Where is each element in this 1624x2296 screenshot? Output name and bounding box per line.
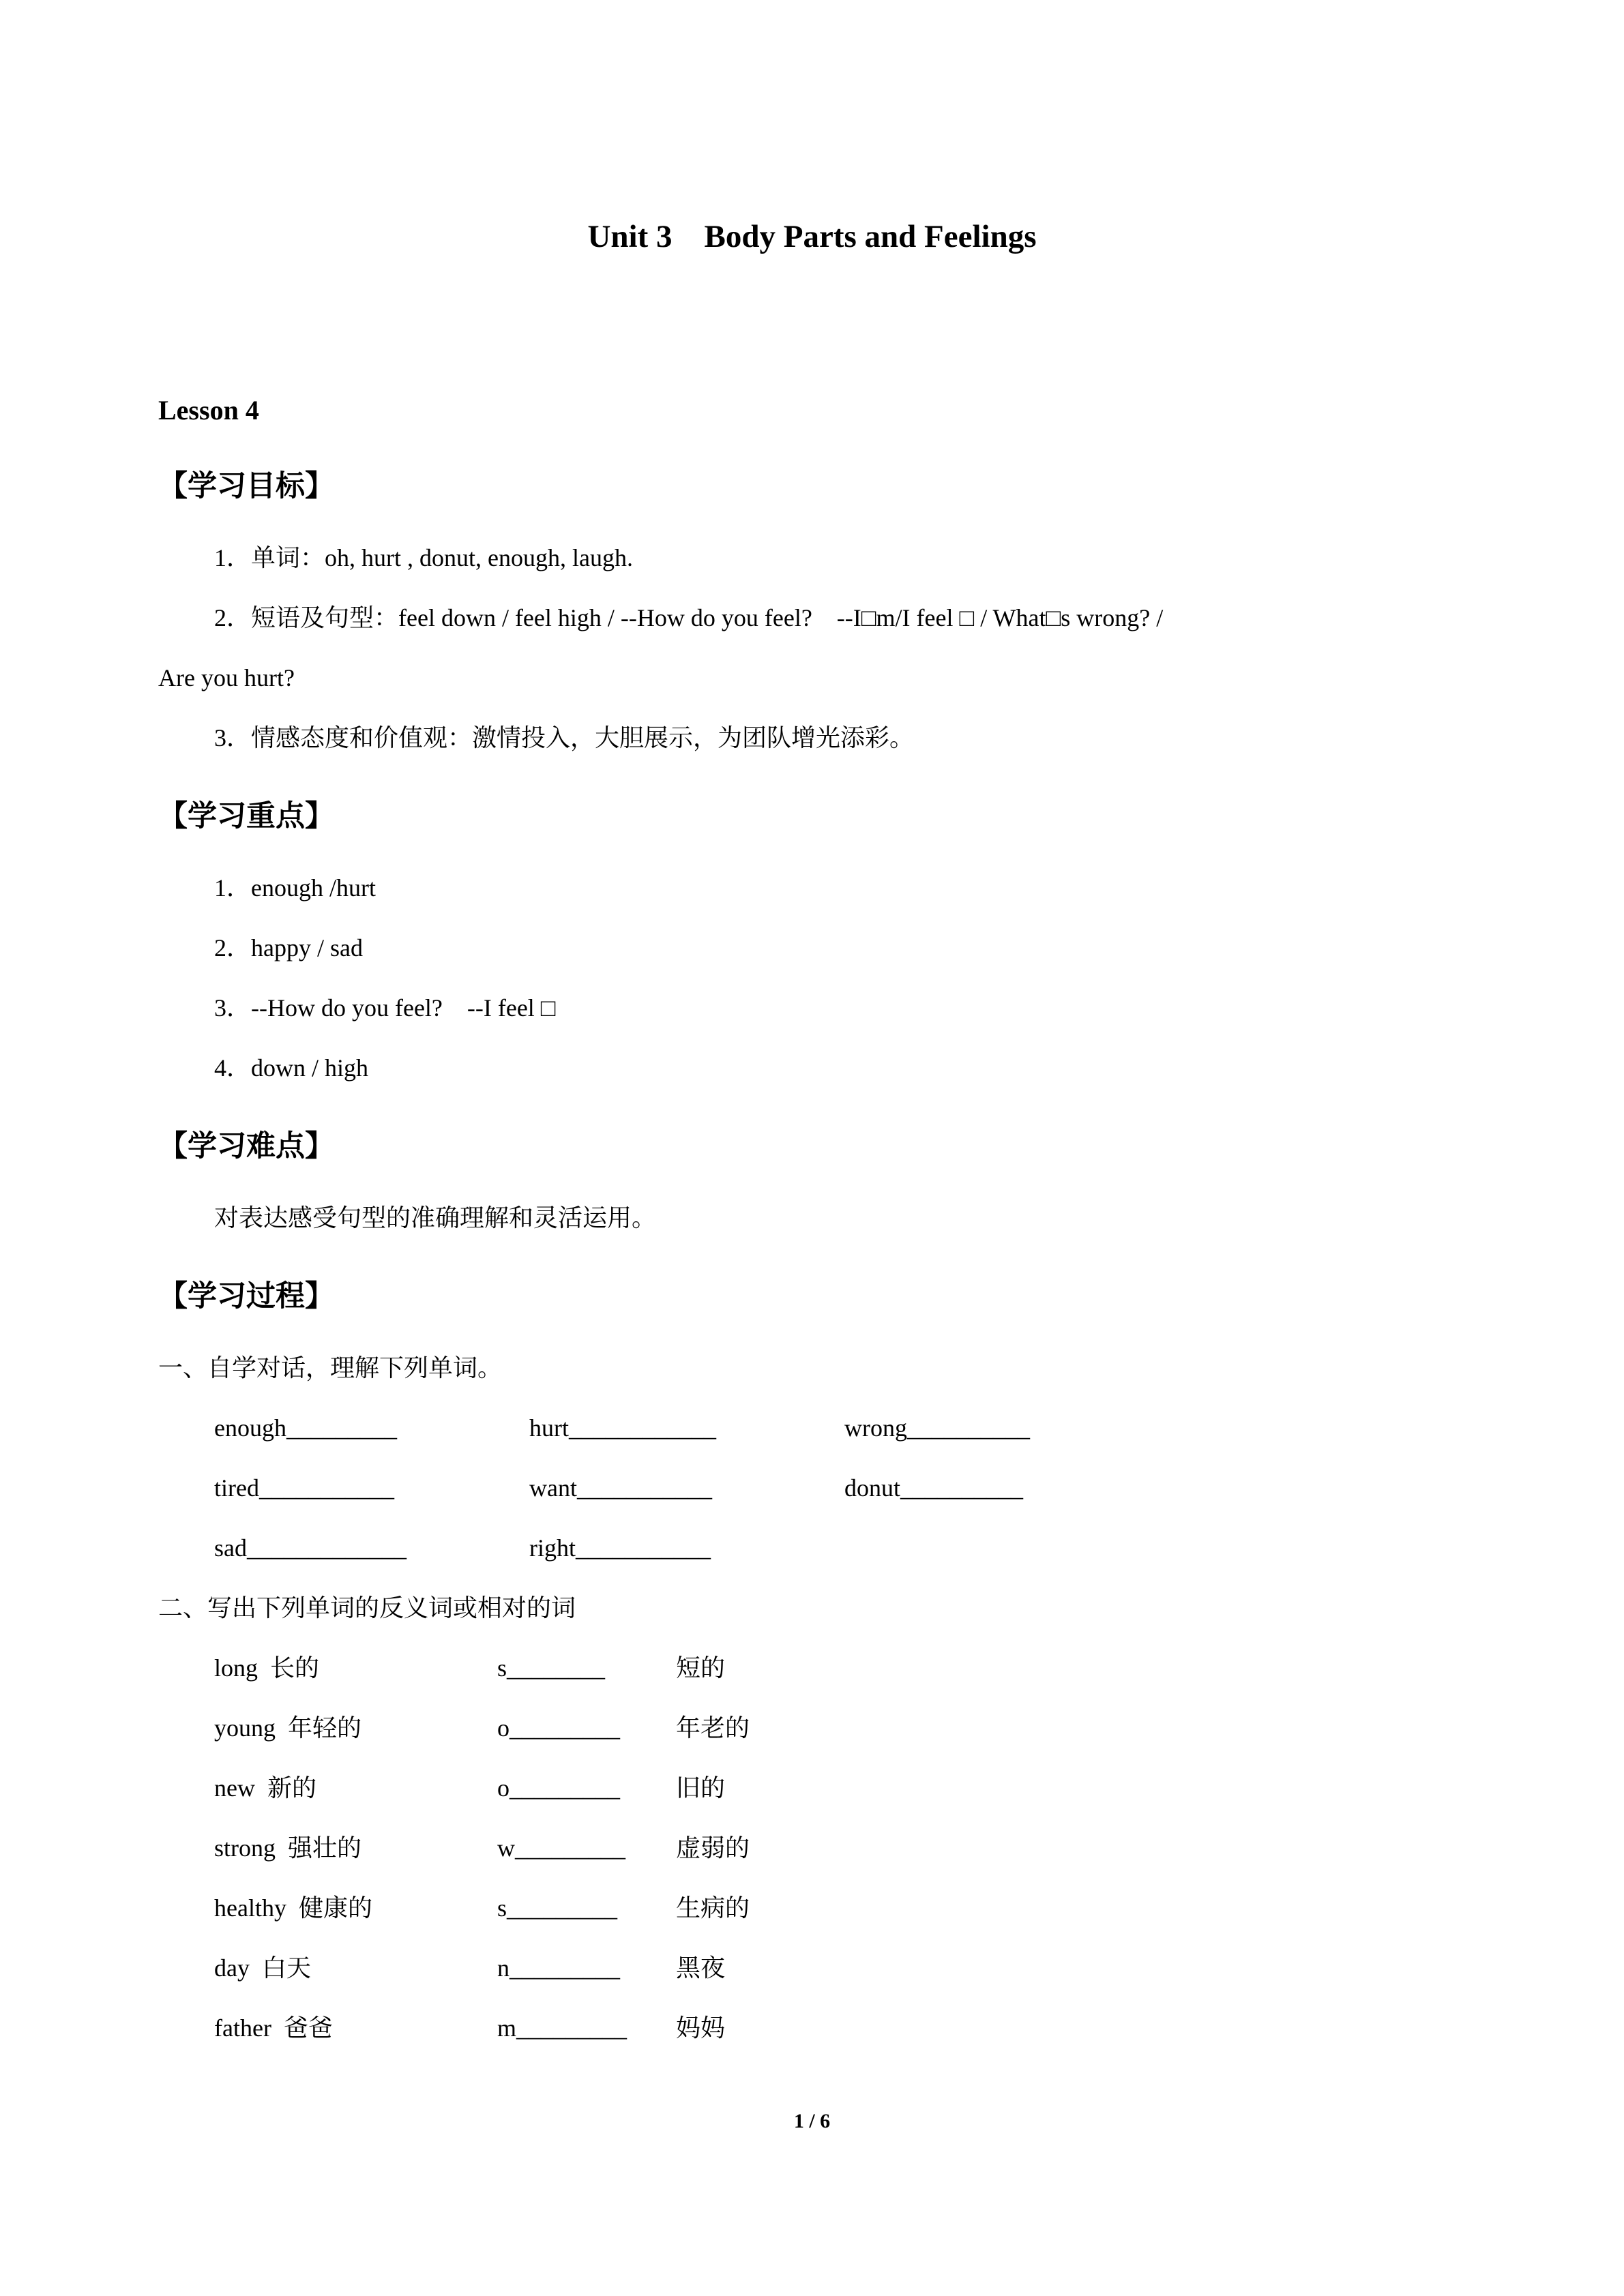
page-number: 1 / 6 — [793, 2110, 831, 2132]
goals-item-2-line-1: 2．短语及句型：feel down / feel high / --How do you feel? --I□m/I feel □ / What□s wrong? / — [214, 604, 1164, 631]
antonym-word-cell — [214, 1938, 497, 1998]
task2-title: 二、写出下列单词的反义词或相对的词 — [158, 1594, 576, 1622]
antonym-answer-cn: 妈妈 — [676, 2014, 726, 2042]
word-fill-row — [158, 1518, 1466, 1578]
antonym-row — [158, 1638, 1466, 1698]
goals-item-3: 3．情感态度和价值观：激情投入，大胆展示，为团队增光添彩。 — [214, 724, 915, 751]
goals-item-2-line-2: Are you hurt? — [158, 664, 295, 691]
antonym-word: strong — [214, 1834, 276, 1862]
word-blank: tired___________ — [214, 1474, 394, 1502]
antonym-answer-cn: 生病的 — [676, 1894, 750, 1922]
antonym-answer-cn: 黑夜 — [676, 1954, 726, 1982]
word-blank: want___________ — [529, 1474, 712, 1502]
word-fill-row — [158, 1458, 1466, 1518]
antonym-row — [158, 1758, 1466, 1818]
antonym-answer-cn: 旧的 — [676, 1774, 726, 1802]
antonym-blank: s________ — [497, 1654, 606, 1682]
antonym-word-cell — [214, 1638, 497, 1698]
antonym-word-cn: 新的 — [267, 1774, 316, 1802]
antonym-row — [158, 1878, 1466, 1938]
antonym-answer-cn: 年老的 — [676, 1714, 750, 1742]
antonym-word-cn: 长的 — [270, 1654, 320, 1682]
word-blank: wrong__________ — [844, 1414, 1030, 1442]
antonym-row — [158, 1998, 1466, 2058]
antonym-blank: o_________ — [497, 1774, 620, 1802]
word-fill-row — [158, 1398, 1466, 1458]
antonym-blank: m_________ — [497, 2014, 628, 2042]
keypoint-item-1: 1．enough /hurt — [214, 874, 376, 901]
word-blank: sad_____________ — [214, 1534, 407, 1562]
antonym-word: father — [214, 2014, 271, 2042]
keypoint-item-2: 2．happy / sad — [214, 934, 363, 961]
difficulties-text: 对表达感受句型的准确理解和灵活运用。 — [214, 1204, 657, 1232]
antonym-row — [158, 1818, 1466, 1878]
keypoint-item-3: 3．--How do you feel? --I feel □ — [214, 994, 556, 1022]
word-blank: enough_________ — [214, 1414, 397, 1442]
section-difficulties-heading: 【学习难点】 — [158, 1131, 334, 1163]
antonym-word: new — [214, 1774, 255, 1802]
section-goals-heading: 【学习目标】 — [158, 471, 334, 503]
antonym-word-cell — [214, 1998, 497, 2058]
antonym-word-cn: 爸爸 — [283, 2014, 333, 2042]
section-process-heading: 【学习过程】 — [158, 1281, 334, 1313]
goals-item-1: 1．单词：oh, hurt , donut, enough, laugh. — [214, 544, 633, 571]
antonym-answer-cn: 虚弱的 — [676, 1834, 750, 1862]
antonym-word-cell — [214, 1878, 497, 1938]
antonym-word-cell — [214, 1698, 497, 1758]
antonym-word-cn: 白天 — [261, 1954, 311, 1982]
antonym-word-cell — [214, 1758, 497, 1818]
word-blank: right___________ — [529, 1534, 711, 1562]
antonym-blank: w_________ — [497, 1834, 625, 1862]
word-blank — [844, 1518, 1466, 1578]
antonym-blank: o_________ — [497, 1714, 620, 1742]
antonym-blank: s_________ — [497, 1894, 618, 1922]
antonym-word-cell — [214, 1818, 497, 1878]
word-blank: hurt____________ — [529, 1414, 716, 1442]
antonym-word-cn: 强壮的 — [288, 1834, 362, 1862]
keypoint-item-4: 4．down / high — [214, 1054, 369, 1082]
antonym-word: young — [214, 1714, 276, 1742]
section-keypoints-heading: 【学习重点】 — [158, 801, 334, 833]
page-title: Unit 3 Body Parts and Feelings — [587, 219, 1037, 254]
antonym-row — [158, 1938, 1466, 1998]
antonym-word: healthy — [214, 1894, 286, 1922]
word-blank: donut__________ — [844, 1474, 1024, 1502]
antonym-word-cn: 健康的 — [298, 1894, 372, 1922]
task1-title: 一、自学对话，理解下列单词。 — [158, 1354, 503, 1382]
lesson-heading: Lesson 4 — [158, 395, 259, 426]
antonym-blank: n_________ — [497, 1954, 620, 1982]
antonym-word-cn: 年轻的 — [288, 1714, 362, 1742]
antonym-word: long — [214, 1654, 259, 1682]
antonym-word: day — [214, 1954, 250, 1982]
antonym-row — [158, 1698, 1466, 1758]
antonym-answer-cn: 短的 — [676, 1654, 726, 1682]
